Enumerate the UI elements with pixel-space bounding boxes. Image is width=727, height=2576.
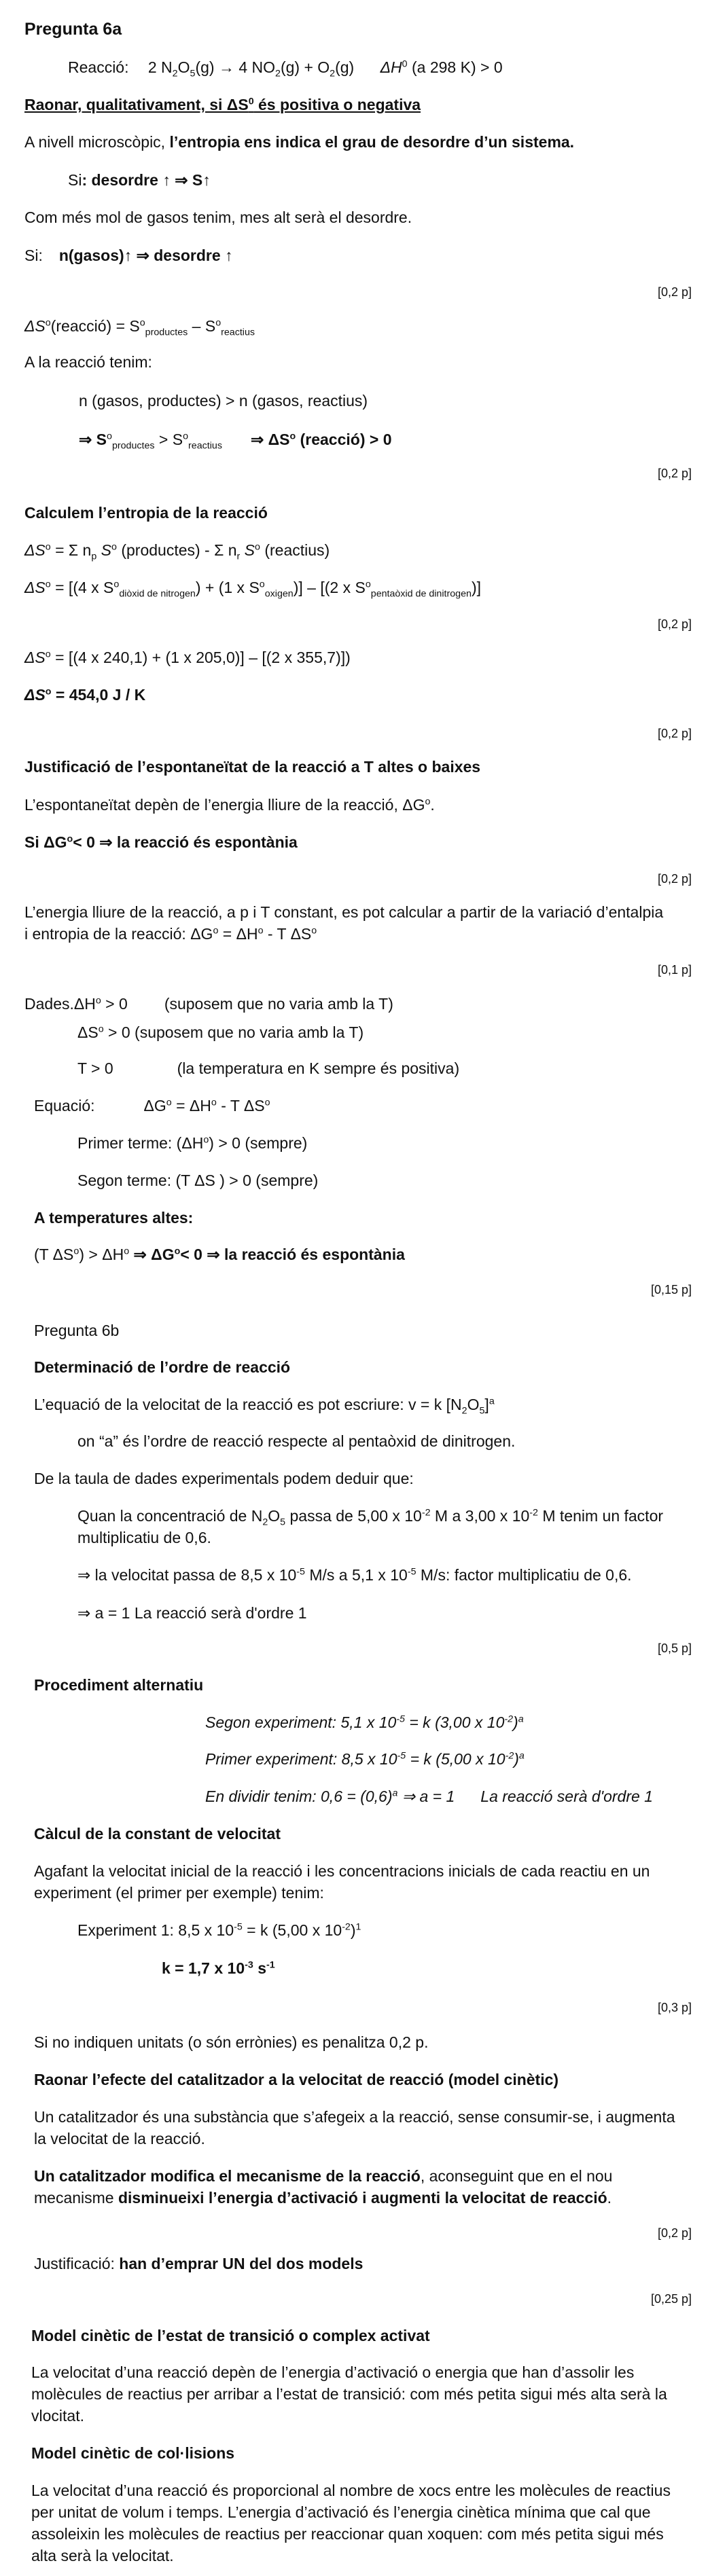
concentration-text-line1: Quan la concentració de $N_2O_5$ passa de 5,00 x $10^{-2}$ M a 3,00 x $10^{-2}$ M tenim un factor [77, 1507, 664, 1528]
collision-text-line2: per unitat de volum i temps. L’energia d’activació és l’energia cinètica mínima que cal que [31, 2503, 651, 2521]
points-label: [0,1 p] [657, 963, 692, 977]
catalyst-text-line2: la velocitat de la reacció. [34, 2130, 205, 2147]
catalyst-heading: Raonar l’efecte del catalitzador a la velocitat de reacció (model cinètic) [34, 2071, 559, 2088]
points-label: [0,5 p] [657, 1641, 692, 1655]
si-ngasos-line: Si: n(gasos)↑ ⇒ desordre ↑ [24, 247, 233, 264]
points-label: [0,2 p] [657, 617, 692, 631]
lliure-text-line2: i entropia de la reacció: $\Delta G^o = \Delta H^o - T$ $\Delta S^o$ [24, 925, 317, 943]
reaction-equation: 2 $N_2O_5(g) \to 4$ $NO_2(g) + O_2(g)$ [147, 58, 355, 79]
dades-line: $Dades.\Delta H^o > 0$ (suposem que no varia amb la T) [24, 995, 393, 1013]
dades-ds-line: $\Delta S^o > 0$ (suposem que no varia amb la T) [77, 1023, 364, 1041]
penalty-text: Si no indiquen unitats (o són errònies) es penalitza 0,2 p. [34, 2033, 429, 2051]
primer-terme-line: Primer terme: $(\Delta H^o) > 0$ (sempre) [77, 1134, 308, 1152]
espontaneitat-text: L’espontaneïtat depèn de l’energia lliure de la reacció, $\Delta G^o$. [24, 796, 435, 814]
temperatures-altes-heading: A temperatures altes: [34, 1209, 194, 1227]
points-label: [0,2 p] [657, 467, 692, 480]
transition-text-line3: vlocitat. [31, 2407, 84, 2425]
points-label: [0,15 p] [650, 1283, 692, 1296]
rate-constant-heading: Càlcul de la constant de velocitat [34, 1825, 281, 1843]
rate-equation: L’equació de la velocitat de la reacció es pot escriure: v = k $[N_2O_5]^a$ [34, 1396, 495, 1417]
entropy-definition: $\Delta S^o(reacció) = S^o_{productes} - S^o_{reactius}$ [24, 317, 255, 338]
points-label: [0,2 p] [657, 285, 692, 299]
reaccio-tenim-text: A la reacció tenim: [24, 353, 152, 371]
numeric-formula: $\Delta S^o = [(4$ x 240,1) + (1 x 205,0)] – [(2 x 355,7)]) [24, 649, 351, 666]
temperatures-altes-conclusion: (T $\Delta S^o) > \Delta H^o$ ⇒ $\Delta G^o< 0$ ⇒ la reacció és espontània [34, 1246, 405, 1263]
concentration-text-line2: multiplicatiu de 0,6. [77, 1529, 211, 1546]
transition-text-line1: La velocitat d’una reacció depèn de l’energia d’activació o energia que han d’assolir les [31, 2363, 635, 2381]
reaction-line [68, 57, 503, 77]
catalyst-mechanism-line2: mecanisme disminueixi l’energia d’activació i augmenti la velocitat de reacció. [34, 2189, 612, 2207]
points-label: [0,2 p] [657, 727, 692, 740]
entropy-implication: ⇒ $S^o_{productes} > S^o_{reactius}$ ⇒ $\Delta S^o$ (reacció) > 0 [79, 431, 392, 452]
order-conclusion: ⇒ a = 1 La reacció serà d'ordre 1 [77, 1604, 307, 1622]
n-gasos-comparison: n (gasos, productes) > n (gasos, reactius) [79, 392, 368, 410]
entropy-result: $\Delta S^o = 454,0$ J / K [24, 686, 146, 704]
substitution-formula: $\Delta S^o = [(4$ x $S^o_{diòxid de nitrogen}) + (1$ x $S^o_{oxigen})] - [(2$ x $S^o_{pentaòxid de dinitrogen}$)] [24, 579, 481, 600]
raonar-heading: Raonar, qualitativament, si $\Delta S^0$ és positiva o negativa [24, 96, 421, 113]
equacio-line: Equació: $\Delta G^o = \Delta H^o - T$ $\Delta S^o$ [34, 1097, 270, 1114]
points-label: [0,2 p] [657, 2226, 692, 2240]
experiment1-equation: Experiment 1: 8,5 x $10^{-5} = k$ (5,00 x $10^{-2})^1$ [77, 1921, 361, 1939]
rate-constant-result: k = 1,7 x $10^{-3}$ $s^{-1}$ [162, 1959, 275, 1977]
lliure-text-line1: L’energia lliure de la reacció, a p i T constant, es pot calcular a partir de la variació d’entalpia [24, 903, 664, 921]
points-label: [0,2 p] [657, 872, 692, 886]
collision-model-heading: Model cinètic de col·lisions [31, 2444, 235, 2462]
alternative-heading: Procediment alternatiu [34, 1676, 204, 1694]
reaction-label: Reacció: [68, 58, 129, 76]
velocity-factor-text: ⇒ la velocitat passa de 8,5 x $10^{-5}$ M/s a 5,1 x $10^{-5}$ M/s: factor multiplicatiu de 0,6. [77, 1566, 632, 1584]
determination-heading: Determinació de l’ordre de reacció [34, 1358, 291, 1376]
calc-entropy-heading: Calculem l’entropia de la reacció [24, 504, 268, 522]
enthalpy-condition: $\Delta H^0$ (a 298 K) > 0 [380, 58, 503, 76]
dades-t-line: T > 0 (la temperatura en K sempre és positiva) [77, 1059, 460, 1077]
division-result: En dividir tenim: $0,6 = (0,6)^a$ ⇒ a = 1 La reacció serà d'ordre 1 [205, 1788, 653, 1805]
si-desordre-line: Si: desordre ↑ ⇒ S↑ [68, 171, 211, 189]
transition-state-heading: Model cinètic de l’estat de transició o complex activat [31, 2327, 430, 2344]
catalyst-text-line1: Un catalitzador és una substància que s’afegeix a la reacció, sense consumir-se, i augmenta [34, 2108, 675, 2126]
transition-text-line2: molècules de reactius per arribar a l’estat de transició: com més petita sigui més alta serà la [31, 2385, 667, 2403]
si-dg-line: Si $\Delta G^o< 0$ ⇒ la reacció és espontània [24, 833, 298, 851]
mol-gasos-text: Com més mol de gasos tenim, mes alt serà el desordre. [24, 208, 412, 226]
second-experiment: Segon experiment: 5,1 x $10^{-5} = k$ (3,00 x $10^{-2})^a$ [205, 1713, 524, 1731]
agafant-text-line1: Agafant la velocitat inicial de la reacció i les concentracions inicials de cada reactiu en un [34, 1862, 650, 1880]
question-6b-title: Pregunta 6b [34, 1322, 120, 1339]
collision-text-line3: assoleixin les molècules de reactius per reaccionar quan xoquen: com més petita sigui més [31, 2525, 664, 2543]
first-experiment: Primer experiment: 8,5 x $10^{-5} = k$ (5,00 x $10^{-2})^a$ [205, 1750, 525, 1768]
segon-terme-line: Segon terme: (T ΔS ) > 0 (sempre) [77, 1172, 319, 1189]
collision-text-line1: La velocitat d’una reacció és proporcional al nombre de xocs entre les molècules de reactius [31, 2482, 671, 2499]
justification-heading: Justificació de l’espontaneïtat de la reacció a T altes o baixes [24, 758, 481, 776]
justification-line: Justificació: han d’emprar UN del dos models [34, 2255, 364, 2272]
sum-formula: $\Delta S^o = \Sigma$ $n_p$ $S^o$ (productes) - Σ $n_r$ $S^o$ (reactius) [24, 541, 330, 562]
order-definition: on “a” és l’ordre de reacció respecte al pentaòxid de dinitrogen. [77, 1432, 516, 1450]
collision-text-line4: alta serà la velocitat. [31, 2547, 174, 2564]
catalyst-mechanism-line1: Un catalitzador modifica el mecanisme de la reacció, aconseguint que en el nou [34, 2167, 613, 2185]
agafant-text-line2: experiment (el primer per exemple) tenim: [34, 1884, 324, 1902]
question-6a-title: Pregunta 6a [24, 20, 122, 39]
points-label: [0,3 p] [657, 2001, 692, 2014]
taula-text: De la taula de dades experimentals podem deduir que: [34, 1470, 414, 1487]
points-label: [0,25 p] [650, 2292, 692, 2306]
microscopic-text: A nivell microscòpic, l’entropia ens indica el grau de desordre d’un sistema. [24, 133, 575, 151]
